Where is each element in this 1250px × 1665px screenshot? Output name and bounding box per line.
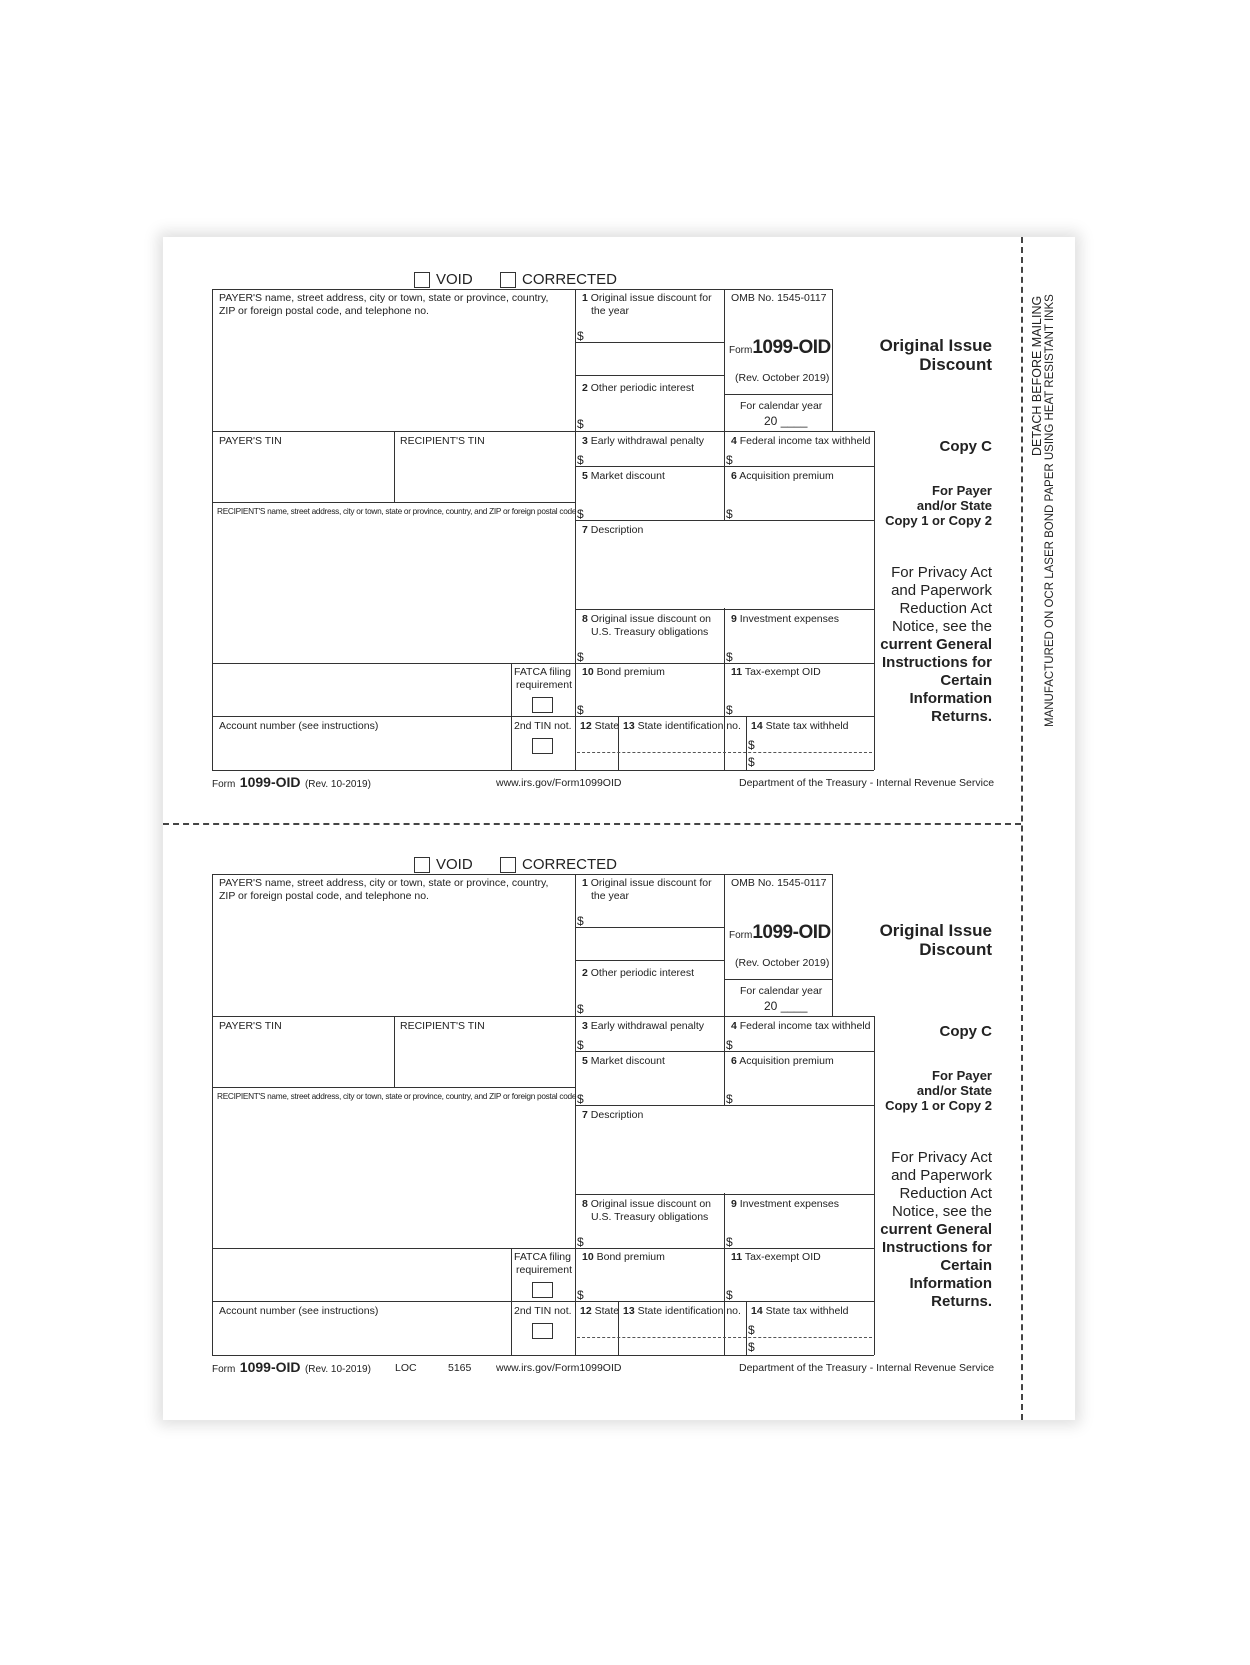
void-label: VOID: [436, 271, 473, 288]
box13-label: 13 State identification no.: [623, 1305, 741, 1317]
box1-label-2: the year: [591, 305, 629, 317]
box14-dollar-2: $: [748, 755, 755, 769]
box9-dollar: $: [726, 650, 733, 664]
box11-label: 11 Tax-exempt OID: [731, 1251, 821, 1263]
box7-label: 7 Description: [582, 1109, 644, 1121]
for-payer-1: For Payer: [932, 1068, 992, 1083]
omb-number: OMB No. 1545-0117: [731, 292, 827, 304]
box10-dollar: $: [577, 703, 584, 717]
void-checkbox[interactable]: [414, 272, 430, 288]
box3-label: 3 Early withdrawal penalty: [582, 1020, 704, 1032]
privacy-3: Reduction Act: [899, 600, 992, 617]
box10-label: 10 Bond premium: [582, 666, 665, 678]
privacy-3: Reduction Act: [899, 1185, 992, 1202]
recipient-tin-label: RECIPIENT'S TIN: [400, 1020, 485, 1032]
recipient-tin-label: RECIPIENT'S TIN: [400, 435, 485, 447]
box14-dollar-2: $: [748, 1340, 755, 1354]
box2-dollar: $: [577, 1002, 584, 1016]
footer-code: 5165: [448, 1362, 472, 1374]
corrected-checkbox[interactable]: [500, 272, 516, 288]
box9-label: 9 Investment expenses: [731, 1198, 839, 1210]
form-copy-bottom: [0, 585, 1250, 1408]
box2-dollar: $: [577, 417, 584, 431]
corrected-checkbox[interactable]: [500, 857, 516, 873]
for-payer-3: Copy 1 or Copy 2: [885, 513, 992, 528]
omb-number: OMB No. 1545-0117: [731, 877, 827, 889]
box3-dollar: $: [577, 1038, 584, 1052]
privacy-5: current General: [880, 636, 992, 653]
fatca-label: FATCA filing: [514, 1251, 571, 1263]
box4-label: 4 Federal income tax withheld: [731, 1020, 871, 1032]
box6-label: 6 Acquisition premium: [731, 1055, 834, 1067]
year-field[interactable]: 20 ____: [764, 414, 808, 428]
calendar-year-label: For calendar year: [740, 985, 823, 997]
box13-label: 13 State identification no.: [623, 720, 741, 732]
box6-dollar: $: [726, 507, 733, 521]
box5-label: 5 Market discount: [582, 1055, 665, 1067]
for-payer-3: Copy 1 or Copy 2: [885, 1098, 992, 1113]
box5-label: 5 Market discount: [582, 470, 665, 482]
fatca-label-2: requirement: [516, 1264, 573, 1276]
privacy-5: current General: [880, 1221, 992, 1238]
box6-label: 6 Acquisition premium: [731, 470, 834, 482]
box14-dollar-1: $: [748, 1323, 755, 1337]
privacy-1: For Privacy Act: [891, 564, 992, 581]
privacy-8: Information: [909, 1275, 992, 1292]
box4-dollar: $: [726, 1038, 733, 1052]
for-payer-2: and/or State: [916, 1083, 992, 1098]
second-tin-label: 2nd TIN not.: [514, 720, 572, 732]
privacy-2: and Paperwork: [891, 582, 992, 599]
second-tin-label: 2nd TIN not.: [514, 1305, 572, 1317]
account-number-label: Account number (see instructions): [219, 720, 379, 732]
box1-dollar: $: [577, 329, 584, 343]
box5-dollar: $: [577, 507, 584, 521]
box3-dollar: $: [577, 453, 584, 467]
box8-dollar: $: [577, 650, 584, 664]
privacy-4: Notice, see the: [891, 1203, 992, 1220]
form-id: Form1099-OID: [729, 922, 831, 943]
box2-label: 2 Other periodic interest: [582, 967, 695, 979]
footer-loc: LOC: [395, 1362, 417, 1374]
for-payer-2: and/or State: [916, 498, 992, 513]
box10-dollar: $: [577, 1288, 584, 1302]
revision: (Rev. October 2019): [735, 957, 830, 969]
box3-label: 3 Early withdrawal penalty: [582, 435, 704, 447]
box11-dollar: $: [726, 703, 733, 717]
box11-dollar: $: [726, 1288, 733, 1302]
privacy-8: Information: [909, 690, 992, 707]
privacy-2: and Paperwork: [891, 1167, 992, 1184]
box2-label: 2 Other periodic interest: [582, 382, 695, 394]
box9-label: 9 Investment expenses: [731, 613, 839, 625]
side-title-2: Discount: [919, 355, 992, 374]
privacy-6: Instructions for: [881, 1239, 992, 1256]
footer-url: www.irs.gov/Form1099OID: [496, 777, 622, 789]
footer-url: www.irs.gov/Form1099OID: [496, 1362, 622, 1374]
box1-dollar: $: [577, 914, 584, 928]
box12-label: 12 State: [580, 720, 620, 732]
box6-dollar: $: [726, 1092, 733, 1106]
privacy-7: Certain: [940, 672, 992, 689]
box14-dollar-1: $: [748, 738, 755, 752]
privacy-4: Notice, see the: [891, 618, 992, 635]
second-tin-checkbox[interactable]: [532, 1323, 553, 1339]
fatca-label-2: requirement: [516, 679, 573, 691]
calendar-year-label: For calendar year: [740, 400, 823, 412]
fatca-checkbox[interactable]: [532, 1282, 553, 1298]
box8-label: 8 Original issue discount on: [582, 613, 711, 625]
footer-dept: Department of the Treasury - Internal Revenue Service: [739, 777, 995, 789]
year-field[interactable]: 20 ____: [764, 999, 808, 1013]
privacy-9: Returns.: [931, 708, 992, 725]
box8-label: 8 Original issue discount on: [582, 1198, 711, 1210]
box8-label-2: U.S. Treasury obligations: [591, 1211, 709, 1223]
box12-label: 12 State: [580, 1305, 620, 1317]
box11-label: 11 Tax-exempt OID: [731, 666, 821, 678]
privacy-9: Returns.: [931, 1293, 992, 1310]
corrected-label: CORRECTED: [522, 856, 618, 873]
footer-form-id: Form 1099-OID (Rev. 10-2019): [212, 774, 371, 790]
box1-label-2: the year: [591, 890, 629, 902]
box1-label: 1 Original issue discount for: [582, 877, 712, 889]
footer-form-id: Form 1099-OID (Rev. 10-2019): [212, 1359, 371, 1375]
side-panel: [876, 921, 992, 1310]
box4-dollar: $: [726, 453, 733, 467]
form-id: Form1099-OID: [729, 337, 831, 358]
box4-label: 4 Federal income tax withheld: [731, 435, 871, 447]
corrected-label: CORRECTED: [522, 271, 618, 288]
box10-label: 10 Bond premium: [582, 1251, 665, 1263]
fatca-label: FATCA filing: [514, 666, 571, 678]
copy-label: Copy C: [939, 1023, 992, 1040]
footer-dept: Department of the Treasury - Internal Revenue Service: [739, 1362, 995, 1374]
account-number-label: Account number (see instructions): [219, 1305, 379, 1317]
manufacture-notice: MANUFACTURED ON OCR LASER BOND PAPER USING HEAT RESISTANT INKS: [1044, 294, 1056, 727]
recipient-name-label: RECIPIENT'S name, street address, city or town, state or province, country, and ZIP or foreign postal code: [217, 506, 577, 516]
privacy-7: Certain: [940, 1257, 992, 1274]
box5-dollar: $: [577, 1092, 584, 1106]
payer-name-label-2: ZIP or foreign postal code, and telephone no.: [219, 890, 429, 902]
recipient-name-label: RECIPIENT'S name, street address, city or town, state or province, country, and ZIP or foreign postal code: [217, 1091, 577, 1101]
box14-label: 14 State tax withheld: [751, 720, 849, 732]
privacy-1: For Privacy Act: [891, 1149, 992, 1166]
detach-notice: DETACH BEFORE MAILING: [1030, 295, 1044, 456]
revision: (Rev. October 2019): [735, 372, 830, 384]
payer-name-label: PAYER'S name, street address, city or town, state or province, country,: [219, 292, 549, 304]
payer-tin-label: PAYER'S TIN: [219, 435, 282, 447]
box7-label: 7 Description: [582, 524, 644, 536]
void-checkbox[interactable]: [414, 857, 430, 873]
for-payer-1: For Payer: [932, 483, 992, 498]
payer-name-label-2: ZIP or foreign postal code, and telephone no.: [219, 305, 429, 317]
payer-name-label: PAYER'S name, street address, city or town, state or province, country,: [219, 877, 549, 889]
payer-tin-label: PAYER'S TIN: [219, 1020, 282, 1032]
privacy-6: Instructions for: [881, 654, 992, 671]
box14-label: 14 State tax withheld: [751, 1305, 849, 1317]
copy-label: Copy C: [939, 438, 992, 455]
side-title-2: Discount: [919, 940, 992, 959]
box8-dollar: $: [577, 1235, 584, 1249]
box9-dollar: $: [726, 1235, 733, 1249]
void-label: VOID: [436, 856, 473, 873]
box8-label-2: U.S. Treasury obligations: [591, 626, 709, 638]
box1-label: 1 Original issue discount for: [582, 292, 712, 304]
side-title-1: Original Issue: [879, 336, 992, 355]
side-title-1: Original Issue: [879, 921, 992, 940]
